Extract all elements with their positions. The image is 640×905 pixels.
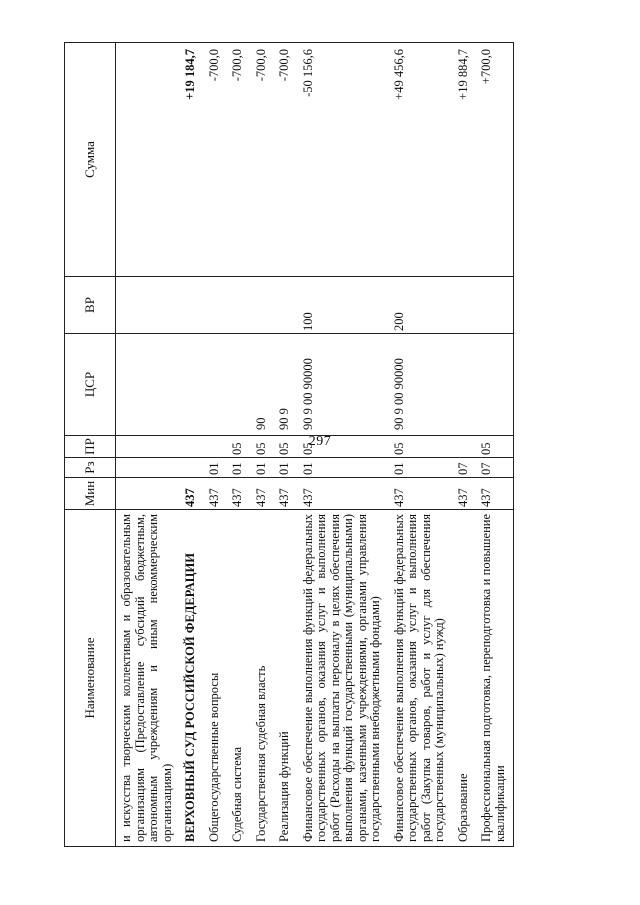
header-vr: ВР [65,277,116,334]
row-csr [476,334,514,436]
row-min: 437 [476,478,514,510]
row-pr: 05 [476,436,514,458]
budget-table [64,42,514,847]
row-sum: +19 884,7 [453,43,477,277]
row-name: ВЕРХОВНЫЙ СУД РОССИЙСКОЙ ФЕДЕРАЦИИ [180,510,204,847]
header-sum: Сумма [65,43,116,277]
table-header-row [65,43,116,847]
row-name: Судебная система [227,510,251,847]
row-vr: 100 [298,277,389,334]
row-name: Финансовое обеспечение выполнения функций федеральных государственных органов, оказания услуг и выполнения работ (Расходы на выплаты персоналу в целях обеспечения выполнения функций государственными (муниципальными) органами, казенными учреждениями, органами управления государственными внебюджетными фондами) [298,510,389,847]
row-rz: 01 [389,458,453,478]
table-row [389,43,453,847]
row-min [116,478,181,510]
row-pr [204,436,228,458]
row-min: 437 [204,478,228,510]
row-sum: -700,0 [204,43,228,277]
row-rz [180,458,204,478]
row-name: Профессиональная подготовка, переподготовка и повышение квалификации [476,510,514,847]
row-csr: 90 9 00 90000 [298,334,389,436]
row-rz: 01 [298,458,389,478]
row-name: Реализация функций [274,510,298,847]
row-csr: 90 [251,334,275,436]
row-csr [116,334,181,436]
row-sum [116,43,181,277]
page-number: 297 [308,434,332,449]
row-vr: 200 [389,277,453,334]
row-rz: 07 [476,458,514,478]
row-name: Образование [453,510,477,847]
row-sum: +49 456,6 [389,43,453,277]
row-csr [180,334,204,436]
row-min: 437 [298,478,389,510]
table-row [116,43,181,847]
row-vr [453,277,477,334]
row-vr [204,277,228,334]
row-rz [116,458,181,478]
table-row [227,43,251,847]
table-row [476,43,514,847]
row-vr [116,277,181,334]
row-pr: 05 [251,436,275,458]
header-pr: ПР [65,436,116,458]
header-rz: Рз [65,458,116,478]
row-rz: 01 [251,458,275,478]
row-name: Государственная судебная власть [251,510,275,847]
row-sum: -700,0 [251,43,275,277]
row-csr: 90 9 [274,334,298,436]
row-vr [227,277,251,334]
row-sum: -700,0 [274,43,298,277]
table-row [180,43,204,847]
row-min: 437 [453,478,477,510]
row-pr [453,436,477,458]
row-pr [180,436,204,458]
row-name: и искусства творческим коллективам и образовательным организациям (Предоставление субсидий бюджетным, автономным учреждениям и иным некоммерческим организациям) [116,510,181,847]
row-rz: 01 [274,458,298,478]
row-min: 437 [227,478,251,510]
row-vr [476,277,514,334]
row-min: 437 [389,478,453,510]
row-csr [227,334,251,436]
table-row [274,43,298,847]
row-min: 437 [180,478,204,510]
table-row [204,43,228,847]
row-min: 437 [251,478,275,510]
row-sum: +700,0 [476,43,514,277]
row-sum: -700,0 [227,43,251,277]
row-min: 437 [274,478,298,510]
row-vr [180,277,204,334]
row-sum: +19 184,7 [180,43,204,277]
rotated-table-container [64,43,586,847]
header-csr: ЦСР [65,334,116,436]
row-name: Финансовое обеспечение выполнения функций федеральных государственных органов, оказания услуг и выполнения работ (Закупка товаров, работ и услуг для обеспечения государственных (муниципальных) нужд) [389,510,453,847]
row-vr [274,277,298,334]
row-pr: 05 [298,436,389,458]
header-min: Мин [65,478,116,510]
row-rz: 01 [204,458,228,478]
table-row [251,43,275,847]
table-row [298,43,389,847]
header-name: Наименование [65,510,116,847]
row-csr [204,334,228,436]
row-csr: 90 9 00 90000 [389,334,453,436]
row-pr: 05 [389,436,453,458]
row-pr: 05 [274,436,298,458]
row-sum: -50 156,6 [298,43,389,277]
row-name: Общегосударственные вопросы [204,510,228,847]
row-pr: 05 [227,436,251,458]
row-pr [116,436,181,458]
row-rz: 07 [453,458,477,478]
table-row [453,43,477,847]
row-csr [453,334,477,436]
row-rz: 01 [227,458,251,478]
row-vr [251,277,275,334]
